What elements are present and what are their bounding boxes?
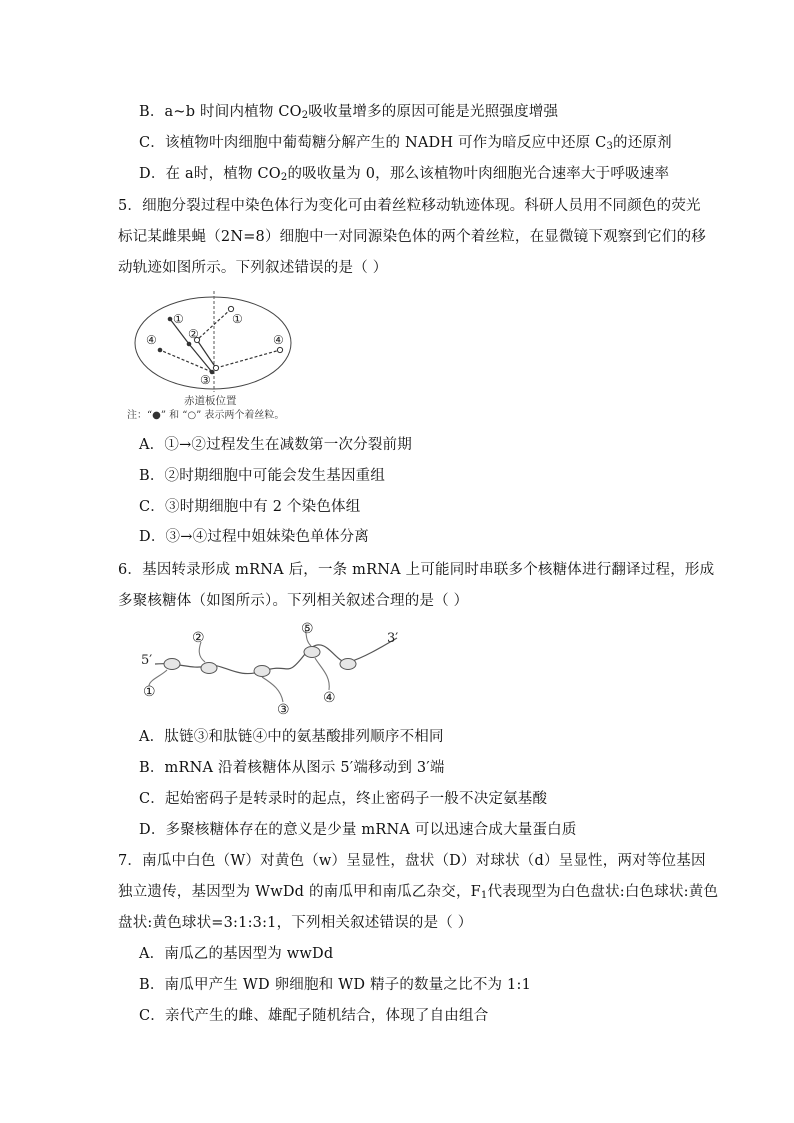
point-label-2: ②: [188, 327, 199, 341]
q4-option-c-text-a: C．该植物叶肉细胞中葡萄糖分解产生的 NADH 可作为暗反应中还原 C: [139, 135, 607, 151]
q6-stem-line-2: 多聚核糖体（如图所示）。下列相关叙述合理的是（ ）: [118, 593, 469, 609]
q5-stem-line-3: 动轨迹如图所示。下列叙述错误的是（ ）: [118, 260, 388, 276]
q4-option-c-text-b: 的还原剂: [613, 135, 672, 151]
q4-option-d-text-b: 的吸收量为 0，那么该植物叶肉细胞光合速率大于呼吸速率: [287, 166, 670, 182]
hollow-centromere-3: [213, 365, 218, 370]
q5-option-a: A．①→②过程发生在减数第一次分裂前期: [139, 437, 412, 453]
point-label-4-left: ④: [146, 333, 157, 347]
q4-option-d-sub: 2: [280, 172, 288, 183]
q4-option-b: [139, 102, 558, 122]
q4-option-d-text-a: D．在 a时，植物 CO: [139, 166, 281, 182]
q5-centromere-figure: [120, 288, 320, 423]
ribosome-1: [164, 659, 180, 670]
ribosome-5: [340, 659, 356, 670]
q4-option-b-text-b: 吸收量增多的原因可能是光照强度增强: [308, 104, 559, 120]
q4-option-c-sub: 3: [606, 141, 614, 152]
point-label-3: ③: [200, 373, 211, 387]
q5-stem-line-1: 5．细胞分裂过程中染色体行为变化可由着丝粒移动轨迹体现。科研人员用不同颜色的荧光: [118, 198, 701, 214]
q6-option-d: D．多聚核糖体存在的意义是少量 mRNA 可以迅速合成大量蛋白质: [139, 822, 577, 838]
point-label-4-right: ④: [273, 333, 284, 347]
q4-option-d: [139, 164, 669, 184]
q5-option-b: B．②时期细胞中可能会发生基因重组: [139, 468, 386, 484]
hollow-centromere-4: [277, 347, 282, 352]
q7-stem-line-3: 盘状:黄色球状=3:1:3:1，下列相关叙述错误的是（ ）: [118, 915, 473, 931]
q6-option-a: A．肽链③和肽链④中的氨基酸排列顺序不相同: [139, 729, 444, 745]
cell-outline: [135, 297, 291, 389]
peptide-chain-3: [262, 677, 283, 702]
q7-stem-line-2: [118, 882, 718, 902]
point-label-1-left: ①: [173, 312, 184, 326]
hollow-centromere-1: [228, 306, 233, 311]
q7-option-a: A．南瓜乙的基因型为 wwDd: [139, 946, 334, 962]
peptide-label-5: ⑤: [301, 621, 314, 637]
peptide-label-3: ③: [277, 702, 290, 718]
hollow-path-3: [216, 350, 280, 368]
q7-stem-line-2-a: 独立遗传，基因型为 WwDd 的南瓜甲和南瓜乙杂交，F: [118, 884, 481, 900]
ribosome-3: [254, 666, 270, 677]
mrna-3-prime-label: 3′: [387, 631, 399, 646]
peptide-label-2: ②: [192, 630, 205, 646]
solid-centromere-2: [187, 342, 192, 347]
q4-option-b-sub: 2: [301, 110, 309, 121]
q4-option-c: [139, 133, 672, 153]
mrna-5-prime-label: 5′: [141, 653, 153, 668]
point-label-1-right: ①: [232, 312, 243, 326]
q7-stem-line-2-b: 代表现型为白色盘状:白色球状:黄色: [487, 884, 719, 900]
q5-option-d: D．③→④过程中姐妹染色单体分离: [139, 529, 369, 545]
solid-centromere-4: [158, 348, 163, 353]
q6-option-b: B．mRNA 沿着核糖体从图示 5′端移动到 3′端: [139, 760, 445, 776]
q6-stem-line-1: 6．基因转录形成 mRNA 后，一条 mRNA 上可能同时串联多个核糖体进行翻译过程，形成: [118, 562, 715, 578]
peptide-label-1: ①: [143, 684, 156, 700]
q5-stem-line-2: 标记某雌果蝇（2N=8）细胞中一对同源染色体的两个着丝粒，在显微镜下观察到它们的移: [118, 229, 706, 245]
peptide-label-4: ④: [323, 690, 336, 706]
peptide-chain-4: [315, 658, 329, 690]
equatorial-plate-caption: 赤道板位置: [184, 395, 237, 407]
solid-path-3: [160, 350, 212, 372]
solid-centromere-1: [168, 317, 173, 322]
q7-stem-line-2-sub: 1: [480, 890, 488, 901]
figure-note: 注：“●” 和 “○” 表示两个着丝粒。: [127, 410, 285, 421]
hollow-path-2: [197, 340, 216, 368]
ribosome-2: [201, 663, 217, 674]
ribosome-4: [304, 647, 320, 658]
q7-stem-line-1: 7．南瓜中白色（W）对黄色（w）呈显性，盘状（D）对球状（d）呈显性，两对等位基因: [118, 853, 706, 869]
q6-option-c: C．起始密码子是转录时的起点，终止密码子一般不决定氨基酸: [139, 791, 548, 807]
q4-option-b-text-a: B．a~b 时间内植物 CO: [139, 104, 302, 120]
q7-option-c: C．亲代产生的雌、雄配子随机结合，体现了自由组合: [139, 1008, 489, 1024]
q5-option-c: C．③时期细胞中有 2 个染色体组: [139, 499, 361, 515]
q7-option-b: B．南瓜甲产生 WD 卵细胞和 WD 精子的数量之比不为 1:1: [139, 977, 531, 993]
q6-polyribosome-figure: [135, 618, 415, 718]
